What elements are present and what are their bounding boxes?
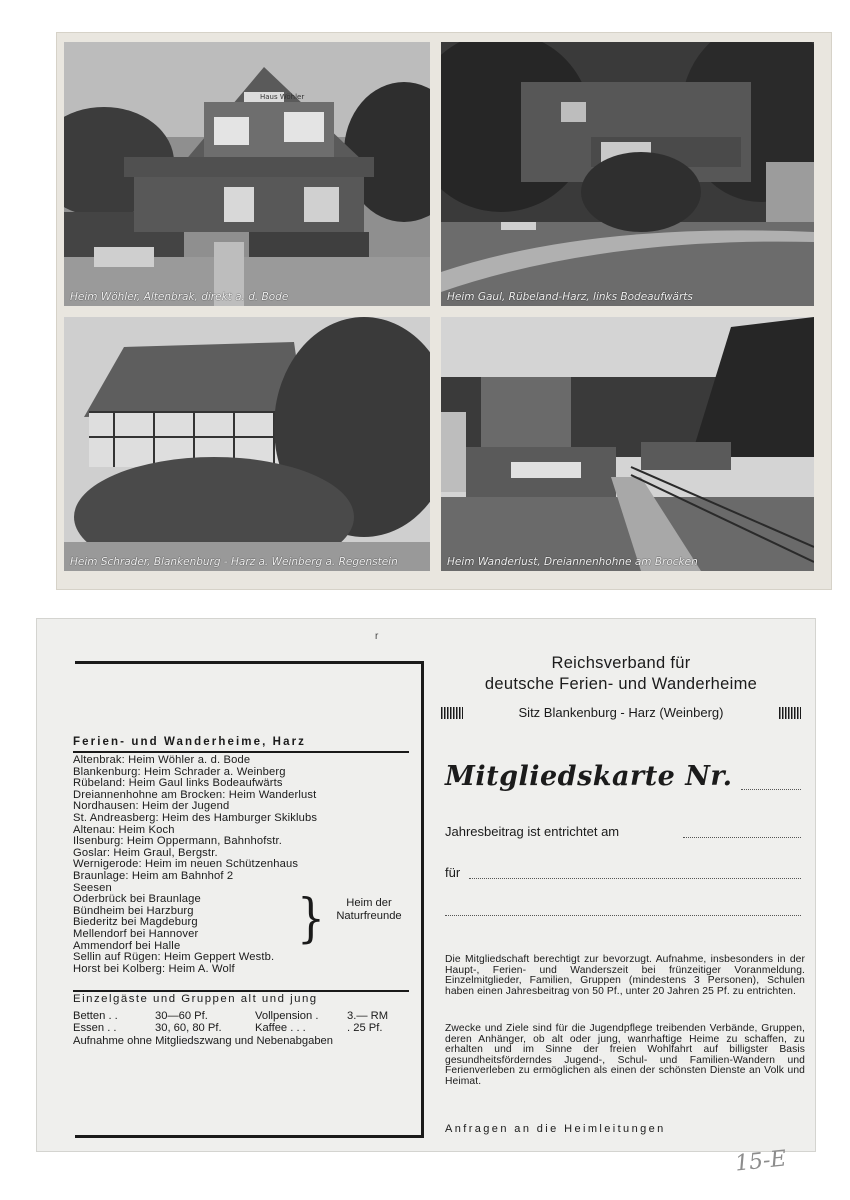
- price-row: [73, 1022, 407, 1034]
- photo-heim-woehler: [64, 42, 430, 306]
- list-item: Dreiannenhohne am Brocken: Heim Wanderlust: [73, 788, 317, 801]
- photo-caption: Heim Wanderlust, Dreiannenhohne am Brocken: [447, 556, 698, 568]
- list-item: Nordhausen: Heim der Jugend: [73, 800, 230, 813]
- homes-list-title: Ferien- und Wanderheime, Harz: [73, 736, 307, 748]
- list-item: Horst bei Kolberg: Heim A. Wolf: [73, 962, 235, 975]
- price-item: Essen . .: [73, 1022, 117, 1034]
- membership-card-title: Mitgliedskarte Nr.: [445, 761, 733, 792]
- price-value: . 25 Pf.: [347, 1022, 383, 1034]
- list-item: Ammendorf bei Halle: [73, 939, 181, 952]
- list-item: Sellin auf Rügen: Heim Geppert Westb.: [73, 951, 275, 964]
- photo-heim-gaul: [441, 42, 814, 306]
- decorative-bars: [779, 707, 801, 719]
- price-table: [73, 1010, 407, 1034]
- list-item: Oderbrück bei Braunlage: [73, 893, 201, 906]
- naturfreunde-group: [73, 883, 418, 953]
- homes-list: [73, 755, 418, 975]
- list-item: Bündheim bei Harzburg: [73, 904, 194, 917]
- blank-line-field[interactable]: [445, 915, 801, 916]
- group-label: Heim der Naturfreunde: [336, 896, 402, 922]
- photo-caption: Heim Gaul, Rübeland-Harz, links Bodeaufwärts: [447, 291, 693, 303]
- price-value: 30, 60, 80 Pf.: [155, 1022, 222, 1034]
- seat-text: Sitz Blankenburg - Harz (Weinberg): [518, 705, 724, 720]
- list-item: Wernigerode: Heim im neuen Schützenhaus: [73, 858, 299, 871]
- list-item: Rübeland: Heim Gaul links Bodeaufwärts: [73, 777, 283, 790]
- divider: [73, 990, 409, 992]
- for-label: für: [445, 865, 461, 880]
- list-item: Mellendorf bei Hannover: [73, 927, 199, 940]
- fee-date-field[interactable]: [683, 837, 801, 838]
- postcard-front: [56, 32, 832, 590]
- photo-heim-schrader: [64, 317, 430, 571]
- list-item: Blankenburg: Heim Schrader a. Weinberg: [73, 765, 286, 778]
- organization-name: [441, 653, 801, 695]
- price-value: 30—60 Pf.: [155, 1010, 208, 1022]
- inquiry-note: Anfragen an die Heimleitungen: [445, 1123, 666, 1135]
- handwritten-annotation: 15-E: [733, 1146, 788, 1177]
- admission-note: Aufnahme ohne Mitgliedszwang und Nebenabgaben: [73, 1035, 333, 1047]
- purpose-text: Zwecke und Ziele sind für die Jugendpflege treibenden Verbände, Gruppen, deren Anhänger, ob alt oder jung, wanrhaftige Heime zu schaffen, zu erhalten und im Sinne der freien Wohlfahrt auf billigster Basis gesundheitsförderndes Jugend-, Schul- und Familien-Wandern und Ferienverleben zu ermöglichen als einen der schönsten Dienste an Volk und Heimat.: [445, 1023, 805, 1087]
- list-item: St. Andreasberg: Heim des Hamburger Skiklubs: [73, 811, 318, 824]
- decorative-bars: [441, 707, 463, 719]
- price-value: 3.— RM: [347, 1010, 389, 1022]
- guests-title: Einzelgäste und Gruppen alt und jung: [73, 993, 318, 1005]
- org-line: deutsche Ferien- und Wanderheime: [484, 675, 758, 693]
- price-item: Vollpension .: [255, 1010, 319, 1022]
- list-item: Altenau: Heim Koch: [73, 823, 175, 836]
- corner-mark: r: [375, 631, 379, 642]
- price-item: Betten . .: [73, 1010, 118, 1022]
- fee-label: Jahresbeitrag ist entrichtet am: [445, 824, 620, 839]
- list-item: Seesen: [73, 881, 112, 894]
- list-item: Ilsenburg: Heim Oppermann, Bahnhofstr.: [73, 835, 283, 848]
- price-row: [73, 1010, 407, 1022]
- photo-caption: Heim Schrader, Blankenburg - Harz a. Weinberg a. Regenstein: [70, 556, 398, 568]
- list-item: Goslar: Heim Graul, Bergstr.: [73, 846, 218, 859]
- seat-line: [441, 705, 801, 720]
- price-item: Kaffee . . .: [255, 1022, 306, 1034]
- list-item: Braunlage: Heim am Bahnhof 2: [73, 869, 234, 882]
- photo-caption: Heim Wöhler, Altenbrak, direkt a. d. Bode: [70, 291, 289, 303]
- brace-symbol: }: [297, 887, 325, 949]
- list-item: Biederitz bei Magdeburg: [73, 916, 198, 929]
- card-number-field[interactable]: [741, 789, 801, 790]
- membership-card-back: [36, 618, 816, 1177]
- divider: [73, 751, 409, 753]
- membership-terms: Die Mitgliedschaft berechtigt zur bevorzugt. Aufnahme, insbesonders in der Haupt-, Ferien- und Wanderszeit bei frünzeitiger Voranmeldung. Einzelmitglieder, Familien, Gruppen (mindestens 3 Personen), Schulen haben einen Jahresbeitrag von 50 Pf., unter 20 Jahren 25 Pf. zu entrichten.: [445, 954, 805, 997]
- org-line: Reichsverband für: [551, 654, 691, 672]
- photo-heim-wanderlust: [441, 317, 814, 571]
- for-field[interactable]: [469, 878, 801, 879]
- house-sign: Haus Wöhler: [260, 93, 305, 101]
- list-item: Altenbrak: Heim Wöhler a. d. Bode: [73, 754, 251, 766]
